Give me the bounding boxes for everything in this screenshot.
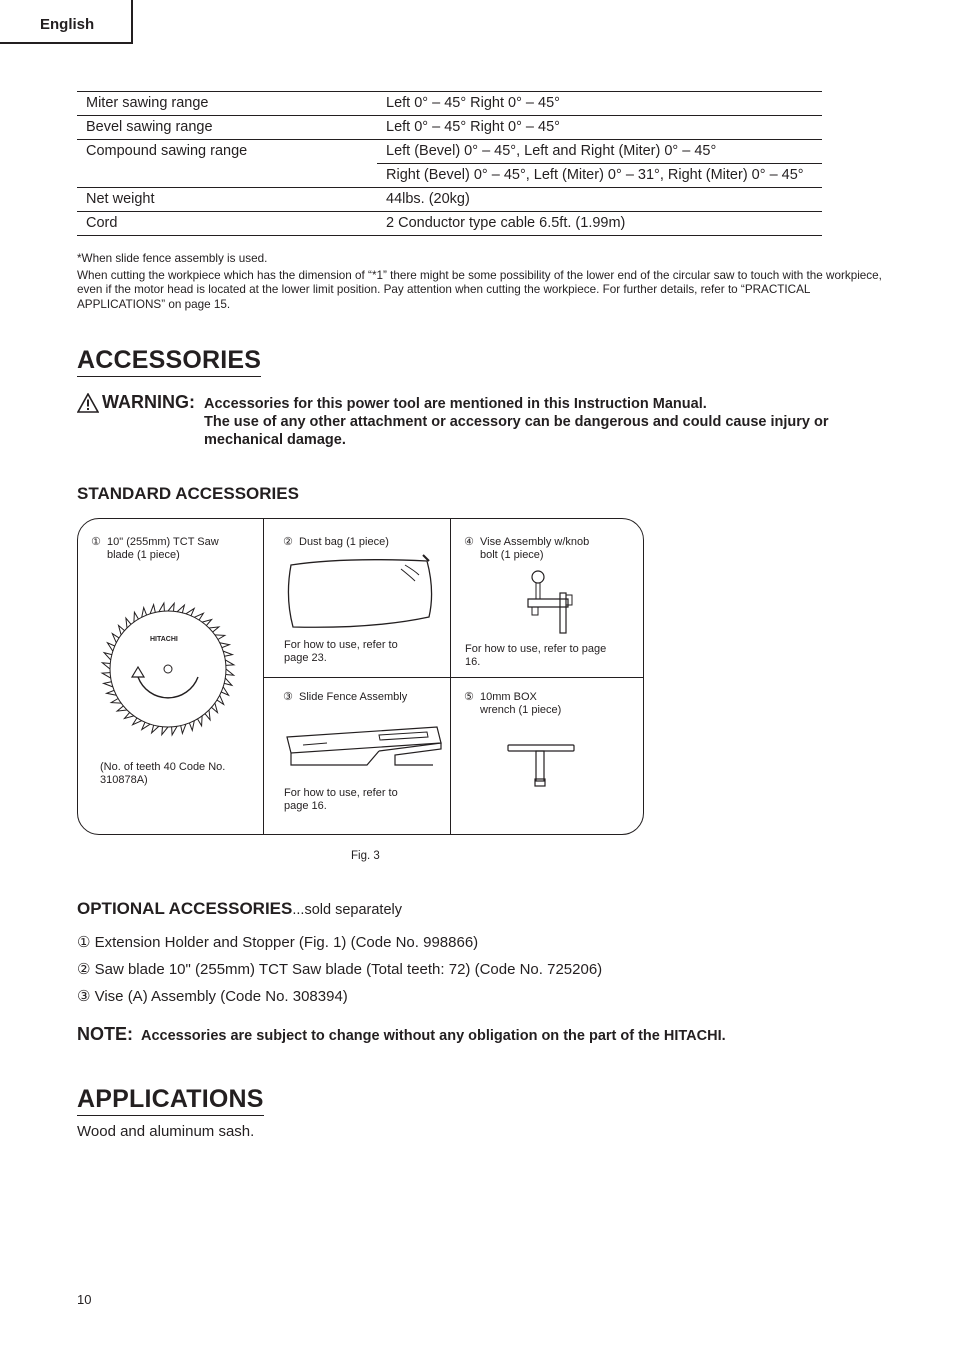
slide-fence-illustration [283,723,443,783]
item-number: ② [283,536,293,548]
item-note: For how to use, refer to page [465,643,607,655]
saw-blade-illustration [98,599,238,739]
saw-tooth [112,634,119,643]
optional-accessories-heading [77,899,402,919]
spec-value: 2 Conductor type cable 6.5ft. (1.99m) [377,212,822,236]
standard-accessories-heading: STANDARD ACCESSORIES [77,484,299,503]
warning-label-text: WARNING: [102,392,195,412]
saw-tooth [133,718,142,725]
saw-tooth [212,703,218,713]
vise-note [465,643,635,669]
spec-label: Compound sawing range [77,140,377,164]
page-number: 10 [77,1292,92,1307]
saw-blade-note [100,761,260,787]
optional-accessories-list [77,929,602,1010]
spec-label: Net weight [77,188,377,212]
item-number: ③ [283,691,293,703]
slide-fence-note [284,787,444,813]
spec-value: 44lbs. (20kg) [377,188,822,212]
table-row [77,92,822,116]
saw-tooth [202,620,212,626]
item-caption: 10mm BOX [480,691,537,703]
figure-caption: Fig. 3 [351,850,380,862]
figure-divider [263,677,643,678]
item-note: (No. of teeth 40 Code No. [100,761,226,773]
item-number: ① [91,536,101,548]
warning-triangle-icon [77,393,99,413]
item-note: For how to use, refer to [284,639,398,651]
warning-line-2: The use of any other attachment or accessory can be dangerous and could cause injury or mechanical damage. [204,414,829,448]
note-text: Accessories are subject to change without any obligation on the part of the HITACHI. [141,1028,726,1044]
item-note: 310878A) [100,774,148,786]
dust-bag-illustration [283,551,443,633]
list-item: ② Saw blade 10" (255mm) TCT Saw blade (Total teeth: 72) (Code No. 725206) [77,961,603,978]
item-note: page 23. [284,652,327,664]
spec-label: Miter sawing range [77,92,377,116]
warning-text [204,395,894,449]
item-note: For how to use, refer to [284,787,398,799]
saw-tooth [119,625,125,635]
item-number: ④ [464,536,474,548]
applications-heading: APPLICATIONS [77,1084,264,1116]
warning-line-1: Accessories for this power tool are mentioned in this Instruction Manual. [204,396,707,412]
language-tab [0,0,133,44]
item-caption: Vise Assembly w/knob [480,536,590,548]
spec-label [77,164,377,188]
table-row [77,116,822,140]
note-block [77,1024,726,1045]
saw-tooth [225,660,234,666]
note-cutting: When cutting the workpiece which has the dimension of “*1” there might be some possibility of the lower end of the circular saw to touch with the workpiece, even if the motor head is located at the lower limit position. Pay attention when cutting the workpiece. For further details, refer to “PRACTICAL APPLICATIONS” on page 15. [77,268,882,311]
spec-notes [77,252,882,314]
saw-tooth [217,695,224,704]
list-item: ① Extension Holder and Stopper (Fig. 1) (Code No. 998866) [77,934,479,951]
item-caption: blade (1 piece) [107,549,180,561]
spec-label: Bevel sawing range [77,116,377,140]
spec-value: Right (Bevel) 0° – 45°, Left (Miter) 0° – 31°, Right (Miter) 0° – 45° [377,164,822,188]
table-row [77,188,822,212]
saw-tooth [159,603,165,612]
saw-tooth [226,669,234,675]
accessory-saw-blade [91,536,256,562]
accessory-vise-assembly [464,536,634,562]
blade-brand-text: HITACHI [150,636,178,643]
item-caption: Dust bag (1 piece) [299,536,389,548]
note-label: NOTE: [77,1024,133,1044]
item-caption: Slide Fence Assembly [299,691,408,703]
spec-value: Left (Bevel) 0° – 45°, Left and Right (Miter) 0° – 45° [377,140,822,164]
table-row [77,164,822,188]
accessory-dust-bag [283,536,443,549]
item-number: ⑤ [464,691,474,703]
saw-tooth [102,673,111,679]
warning-label [77,392,195,413]
applications-text: Wood and aluminum sash. [77,1123,255,1140]
vise-illustration [518,569,578,635]
saw-tooth [168,603,174,611]
item-note: 16. [465,656,481,668]
saw-tooth [172,726,178,735]
item-note: page 16. [284,800,327,812]
spec-value: Left 0° – 45° Right 0° – 45° [377,116,822,140]
table-row [77,212,822,236]
item-caption: 10" (255mm) TCT Saw [107,536,219,548]
optional-suffix: ...sold separately [292,902,402,918]
saw-tooth [102,663,110,669]
table-row [77,140,822,164]
spec-label: Cord [77,212,377,236]
saw-tooth [124,713,133,719]
dust-bag-note [284,639,444,665]
note-slide-fence: *When slide fence assembly is used. [77,252,268,265]
language-label: English [40,16,95,33]
box-wrench-illustration [506,741,578,789]
accessory-slide-fence [283,691,443,704]
item-caption: wrench (1 piece) [480,704,562,716]
saw-tooth [162,727,168,735]
item-caption: bolt (1 piece) [480,549,544,561]
spec-table [77,91,822,236]
accessory-box-wrench [464,691,634,717]
accessories-heading: ACCESSORIES [77,345,261,377]
saw-tooth [194,613,203,620]
optional-title: OPTIONAL ACCESSORIES [77,899,293,918]
accessories-figure [77,518,644,835]
list-item: ③ Vise (A) Assembly (Code No. 308394) [77,988,348,1005]
spec-value: Left 0° – 45° Right 0° – 45° [377,92,822,116]
